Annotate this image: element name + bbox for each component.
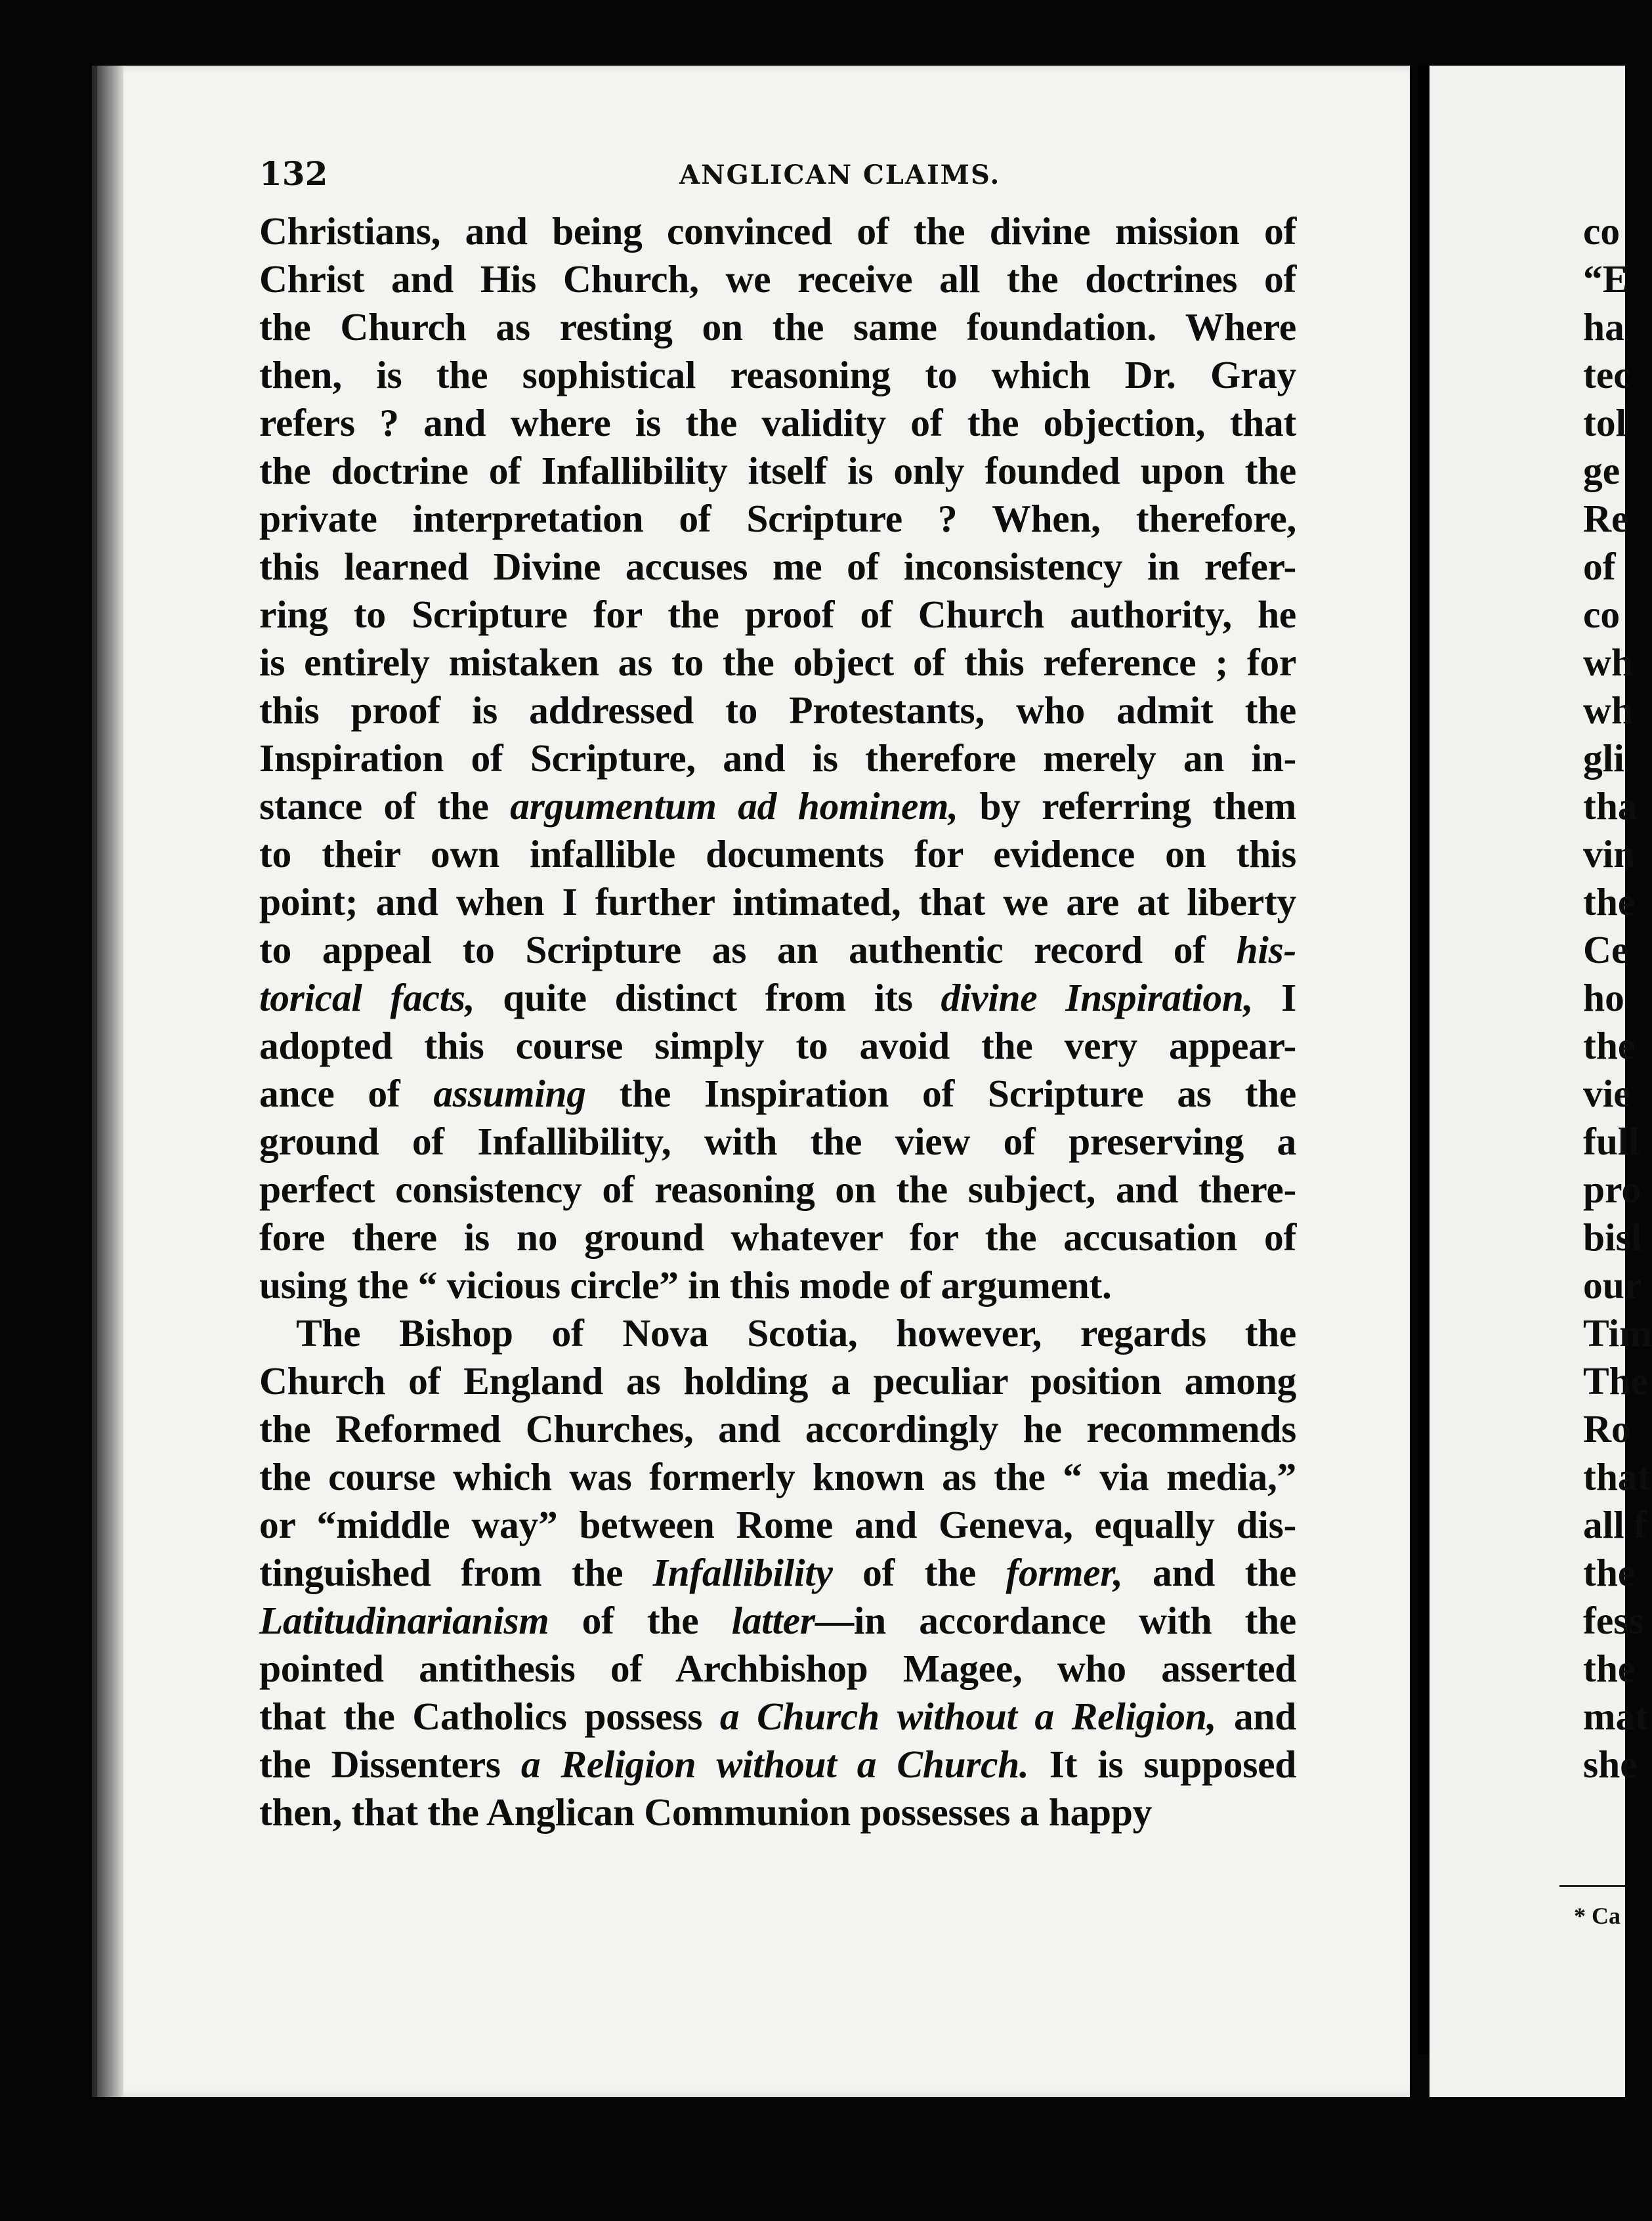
- binding-gutter: [1418, 66, 1430, 2054]
- text-line: then, that the Anglican Communion possesses a happy: [259, 1790, 1153, 1834]
- right-page-fragment: bisl: [1583, 1216, 1642, 1259]
- text-line: this learned Divine accuses me of inconsistency in refer-: [259, 545, 1296, 588]
- right-page-fragment: tol: [1583, 401, 1627, 444]
- right-page-fragment: “E: [1583, 257, 1629, 301]
- italic-phrase: assuming: [433, 1072, 586, 1115]
- right-page-fragment: our: [1583, 1263, 1642, 1307]
- text-line: The Bishop of Nova Scotia, however, regards the: [296, 1311, 1296, 1355]
- text-line: Inspiration of Scripture, and is therefore merely an in-: [259, 736, 1296, 780]
- text-segment: tinguished from the: [259, 1551, 653, 1594]
- text-segment: of the: [549, 1599, 732, 1642]
- right-page-fragment: ho: [1583, 976, 1624, 1019]
- text-line: [259, 1693, 1296, 1741]
- italic-phrase: his-: [1236, 928, 1296, 971]
- right-page-fragment: fess: [1583, 1599, 1644, 1642]
- italic-phrase: a Religion without a Church.: [520, 1743, 1029, 1786]
- page-edge-shadow: [97, 66, 123, 2097]
- text-segment: to appeal to Scripture as an authentic record of: [259, 928, 1237, 971]
- text-line: Church of England as holding a peculiar position among: [259, 1359, 1296, 1403]
- right-page-fragment: tec: [1583, 353, 1631, 396]
- right-page-fragment: vie: [1583, 1072, 1631, 1115]
- right-page-fragment: Re: [1583, 497, 1629, 540]
- right-page-fragment: of: [1583, 545, 1616, 588]
- italic-phrase: Infallibility: [652, 1551, 833, 1594]
- italic-phrase: a Church without a Religion,: [719, 1695, 1217, 1738]
- right-page-fragment: the: [1583, 880, 1636, 923]
- text-line: the Reformed Churches, and accordingly he recommends: [259, 1407, 1296, 1450]
- right-page-fragment: she: [1583, 1743, 1638, 1786]
- text-line: or “middle way” between Rome and Geneva, equally dis-: [259, 1503, 1296, 1546]
- right-page-fragment: gli: [1583, 736, 1624, 780]
- right-page-fragment: The: [1583, 1359, 1649, 1403]
- text-line: is entirely mistaken as to the object of this reference ; for: [259, 641, 1296, 684]
- italic-phrase: torical facts,: [259, 976, 475, 1019]
- body-text: [259, 207, 1296, 1836]
- text-segment: quite distinct from its: [475, 976, 941, 1019]
- text-line: [259, 1741, 1296, 1788]
- right-page-fragment: co: [1583, 593, 1620, 636]
- text-line: using the “ vicious circle” in this mode of argument.: [259, 1263, 1112, 1307]
- right-page-fragment: mat: [1583, 1695, 1649, 1738]
- right-page-fragment: the: [1583, 1024, 1636, 1067]
- right-page-footnote: * Ca: [1574, 1903, 1620, 1929]
- text-segment: by referring them: [958, 784, 1296, 828]
- text-line: [259, 1597, 1296, 1645]
- text-line: private interpretation of Scripture ? When, therefore,: [259, 497, 1296, 540]
- right-page-text-fragments: [1583, 207, 1652, 1788]
- text-line: [259, 974, 1296, 1022]
- text-line: point; and when I further intimated, that we are at liberty: [259, 880, 1296, 923]
- text-segment: and: [1216, 1695, 1296, 1738]
- italic-phrase: Latitudinarianism: [259, 1599, 549, 1642]
- right-page-fragment: Ro: [1583, 1407, 1631, 1450]
- right-page-fragment: co: [1583, 209, 1620, 253]
- text-line: to their own infallible documents for evidence on this: [259, 832, 1296, 876]
- page-number: 132: [259, 154, 328, 193]
- italic-phrase: argumentum ad hominem,: [510, 784, 958, 828]
- italic-phrase: latter: [731, 1599, 815, 1642]
- text-line: pointed antithesis of Archbishop Magee, who asserted: [259, 1647, 1296, 1690]
- running-title: ANGLICAN CLAIMS.: [679, 159, 1001, 190]
- text-line: the doctrine of Infallibility itself is only founded upon the: [259, 449, 1296, 492]
- text-segment: the Inspiration of Scripture as the: [585, 1072, 1296, 1115]
- text-line: fore there is no ground whatever for the accusation of: [259, 1216, 1296, 1259]
- text-line: then, is the sophistical reasoning to which Dr. Gray: [259, 353, 1296, 396]
- right-page-fragment: vin: [1583, 832, 1636, 876]
- text-segment: —in accordance with the: [815, 1599, 1296, 1642]
- right-page-fragment: the: [1583, 1647, 1636, 1690]
- italic-phrase: former,: [1006, 1551, 1123, 1594]
- right-page-fragment: the: [1583, 1551, 1636, 1594]
- text-line: Christians, and being convinced of the divine mission of: [259, 209, 1296, 253]
- text-line: [259, 1070, 1296, 1118]
- text-line: [259, 782, 1296, 830]
- running-head: [259, 154, 1296, 207]
- text-line: the Church as resting on the same foundation. Where: [259, 305, 1296, 349]
- text-line: [259, 926, 1296, 974]
- text-line: ground of Infallibility, with the view of preserving a: [259, 1120, 1296, 1163]
- text-segment: the Dissenters: [259, 1743, 521, 1786]
- right-page-fragment: Ce: [1583, 928, 1629, 971]
- footnote-rule: [1559, 1885, 1625, 1887]
- text-line: Christ and His Church, we receive all the doctrines of: [259, 257, 1296, 301]
- right-page-fragment: wh: [1583, 641, 1634, 684]
- text-segment: that the Catholics possess: [259, 1695, 720, 1738]
- right-page-fragment: that: [1583, 1455, 1651, 1498]
- text-line: this proof is addressed to Protestants, who admit the: [259, 688, 1296, 732]
- right-page-fragment: tha: [1583, 784, 1638, 828]
- italic-phrase: divine Inspiration,: [941, 976, 1254, 1019]
- right-page-fragment: Tim: [1583, 1311, 1652, 1355]
- right-page-fragment: ha: [1583, 305, 1624, 349]
- right-page-fragment: ge: [1583, 449, 1620, 492]
- text-line: [259, 1549, 1296, 1597]
- right-page-fragment: full: [1583, 1120, 1640, 1163]
- text-line: refers ? and where is the validity of the objection, that: [259, 401, 1296, 444]
- text-segment: It is supposed: [1028, 1743, 1296, 1786]
- right-page-fragment: pro: [1583, 1168, 1641, 1211]
- text-line: adopted this course simply to avoid the very appear-: [259, 1024, 1296, 1067]
- text-segment: ance of: [259, 1072, 434, 1115]
- text-line: the course which was formerly known as the “ via media,”: [259, 1455, 1296, 1498]
- text-segment: of the: [832, 1551, 1006, 1594]
- right-page-fragment: wh: [1583, 688, 1634, 732]
- text-segment: I: [1253, 976, 1297, 1019]
- text-line: perfect consistency of reasoning on the subject, and there-: [259, 1168, 1296, 1211]
- text-segment: and the: [1122, 1551, 1296, 1594]
- text-line: ring to Scripture for the proof of Church authority, he: [259, 593, 1296, 636]
- text-segment: stance of the: [259, 784, 511, 828]
- right-page-fragment: all f: [1583, 1503, 1647, 1546]
